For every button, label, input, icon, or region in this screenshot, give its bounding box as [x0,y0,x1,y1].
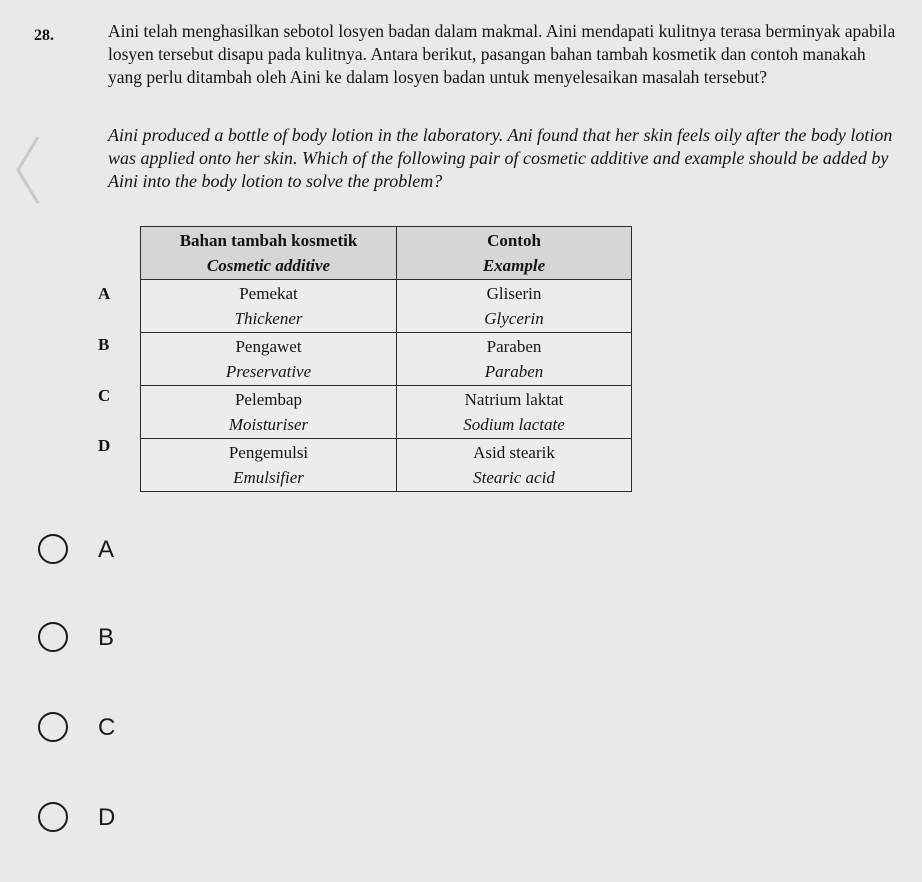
additive-malay: Pelembap [234,390,303,409]
header-example [397,227,632,280]
table-row-letter-b: B [98,335,110,354]
example-cell [397,386,632,439]
additive-cell [141,333,397,386]
header-additive-malay: Bahan tambah kosmetik [179,231,358,250]
additive-cell [141,386,397,439]
additive-malay: Pengawet [235,337,302,356]
table-row [141,280,632,333]
example-english: Stearic acid [473,468,555,487]
example-english: Paraben [484,362,544,381]
additive-english: Moisturiser [228,415,309,434]
table-row [141,386,632,439]
header-example-english: Example [482,256,546,275]
table-row [141,439,632,492]
option-label-d: D [98,804,116,831]
header-example-malay: Contoh [487,231,541,250]
header-additive [141,227,397,280]
radio-b[interactable] [38,622,68,652]
additive-english: Thickener [234,309,303,328]
question-text-english: Aini produced a bottle of body lotion in the laboratory. Ani found that her skin feels oily after the body lotion was applied onto her skin. Which of the following pair of cosmetic additive and example should be added by Aini into the body lotion to solve the problem? [108,125,893,191]
bracket-mark-icon [12,135,42,205]
option-c[interactable] [38,712,338,752]
example-cell [397,333,632,386]
example-cell [397,439,632,492]
additive-english: Emulsifier [233,468,304,487]
radio-a[interactable] [38,534,68,564]
radio-c[interactable] [38,712,68,742]
example-english: Glycerin [484,309,544,328]
option-d[interactable] [38,802,338,842]
additive-english: Preservative [225,362,312,381]
example-english: Sodium lactate [463,415,565,434]
option-b[interactable] [38,622,338,662]
table-row-letter-c: C [98,386,111,405]
additive-malay: Pemekat [239,284,298,303]
radio-d[interactable] [38,802,68,832]
example-malay: Natrium laktat [464,390,564,409]
example-cell [397,280,632,333]
header-additive-english: Cosmetic additive [206,256,331,275]
table-row [141,333,632,386]
additive-cell [141,280,397,333]
table-header-row [141,227,632,280]
option-a[interactable] [38,534,338,574]
option-label-a: A [98,536,115,563]
option-label-c: C [98,714,116,741]
example-malay: Asid stearik [473,443,555,462]
example-malay: Gliserin [486,284,542,303]
example-malay: Paraben [486,337,542,356]
question-text-malay: Aini telah menghasilkan sebotol losyen badan dalam makmal. Aini mendapati kulitnya terasa berminyak apabila losyen tersebut disapu pada kulitnya. Antara berikut, pasangan bahan tambah kosmetik dan contoh manakah yang perlu ditambah oleh Aini ke dalam losyen badan untuk menyelesaikan masalah tersebut? [108,21,896,87]
table-row-letter-d: D [98,436,111,455]
additive-table [140,226,632,492]
additive-malay: Pengemulsi [228,443,309,462]
option-label-b: B [98,624,115,651]
question-number: 28. [34,27,54,44]
additive-cell [141,439,397,492]
table-row-letter-a: A [98,284,111,303]
